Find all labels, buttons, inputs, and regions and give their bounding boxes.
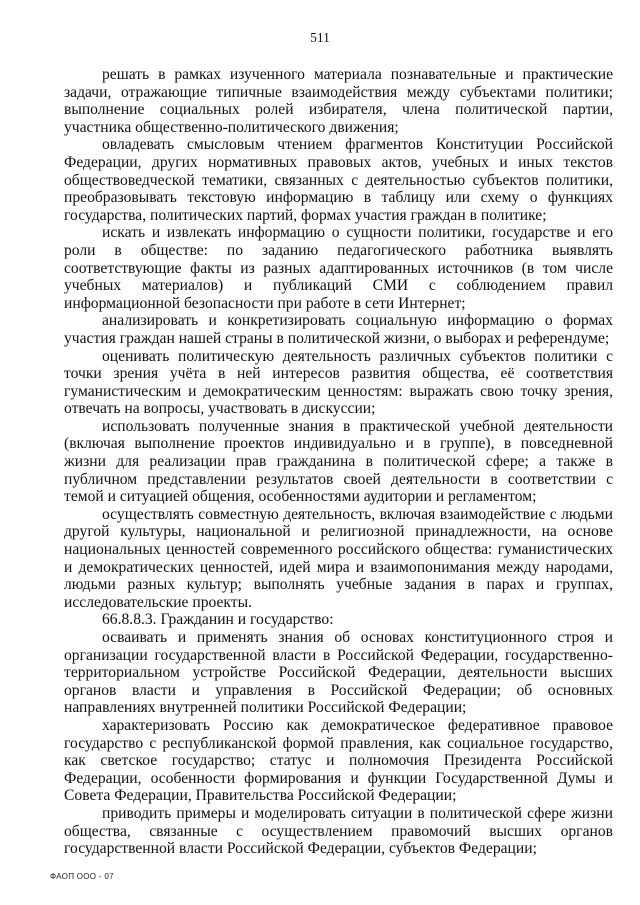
section-heading: 66.8.8.3. Гражданин и государство: bbox=[102, 611, 334, 629]
paragraph: приводить примеры и моделировать ситуации в политической сфере жизни общества, связанные с осуществлением правомочий высших органов государственной власти Российской Федерации, субъектов Федерации; bbox=[64, 804, 613, 858]
paragraph: оценивать политическую деятельность различных субъектов политики с точки зрения учёта в ней интересов развития общества, её соответствия гуманистическим и демократическим ценностям: выражать свою точку зрения, отвечать на вопросы, участвовать в дискуссии; bbox=[64, 347, 613, 418]
page-number: 511 bbox=[310, 30, 330, 45]
paragraph: использовать полученные знания в практической учебной деятельности (включая выполнение проектов индивидуально и в группе), в повседневной жизни для реализации прав гражданина в политической сфере; а также в публичном представлении результатов своей деятельности в соответствии с темой и ситуацией общения, особенностями аудитории и регламентом; bbox=[64, 417, 613, 506]
paragraph: искать и извлекать информацию о сущности политики, государстве и его роли в обществе: по заданию педагогического работника выявлять соответствующие факты из разных адаптированных источников (в том числе учебных материалов) и публикаций СМИ с соблюдением правил информационной безопасности при работе в сети Интернет; bbox=[64, 224, 613, 312]
document-footer: ФАОП ООО - 07 bbox=[50, 872, 114, 881]
paragraph: характеризовать Россию как демократическое федеративное правовое государство с республиканской формой правления, как социальное государство, как светское государство; статус и полномочия Президента Российской Федерации, особенности формирования и функции Государственной Думы и Совета Федерации, Правительства Российской Федерации; bbox=[64, 716, 613, 805]
paragraph: решать в рамках изученного материала познавательные и практические задачи, отражающие типичные взаимодействия между субъектами политики; выполнение социальных ролей избирателя, члена политической партии, участника общественно-политического движения; bbox=[64, 66, 613, 136]
paragraph: осуществлять совместную деятельность, включая взаимодействие с людьми другой культуры, национальной и религиозной принадлежности, на основе национальных ценностей современного российского общества: гуманистических и демократических ценностей, идей мира и взаимопонимания между народами, людьми разных культур; выполнять учебные задания в парах и группах, исследовательские проекты. bbox=[64, 505, 613, 611]
body-text bbox=[64, 66, 613, 858]
paragraph: осваивать и применять знания об основах конституционного строя и организации государственной власти в Российской Федерации, государственно-территориальном устройстве Российской Федерации, деятельности высших органов власти и управления в Российской Федерации; об основных направлениях внутренней политики Российской Федерации; bbox=[64, 629, 613, 717]
paragraph: овладевать смысловым чтением фрагментов Конституции Российской Федерации, других нормативных правовых актов, учебных и иных текстов обществоведческой тематики, связанных с деятельностью субъектов политики, преобразовывать текстовую информацию в таблицу или схему о функциях государства, политических партий, формах участия граждан в политике; bbox=[64, 136, 613, 224]
paragraph: анализировать и конкретизировать социальную информацию о формах участия граждан нашей страны в политической жизни, о выборах и референдуме; bbox=[64, 312, 613, 347]
